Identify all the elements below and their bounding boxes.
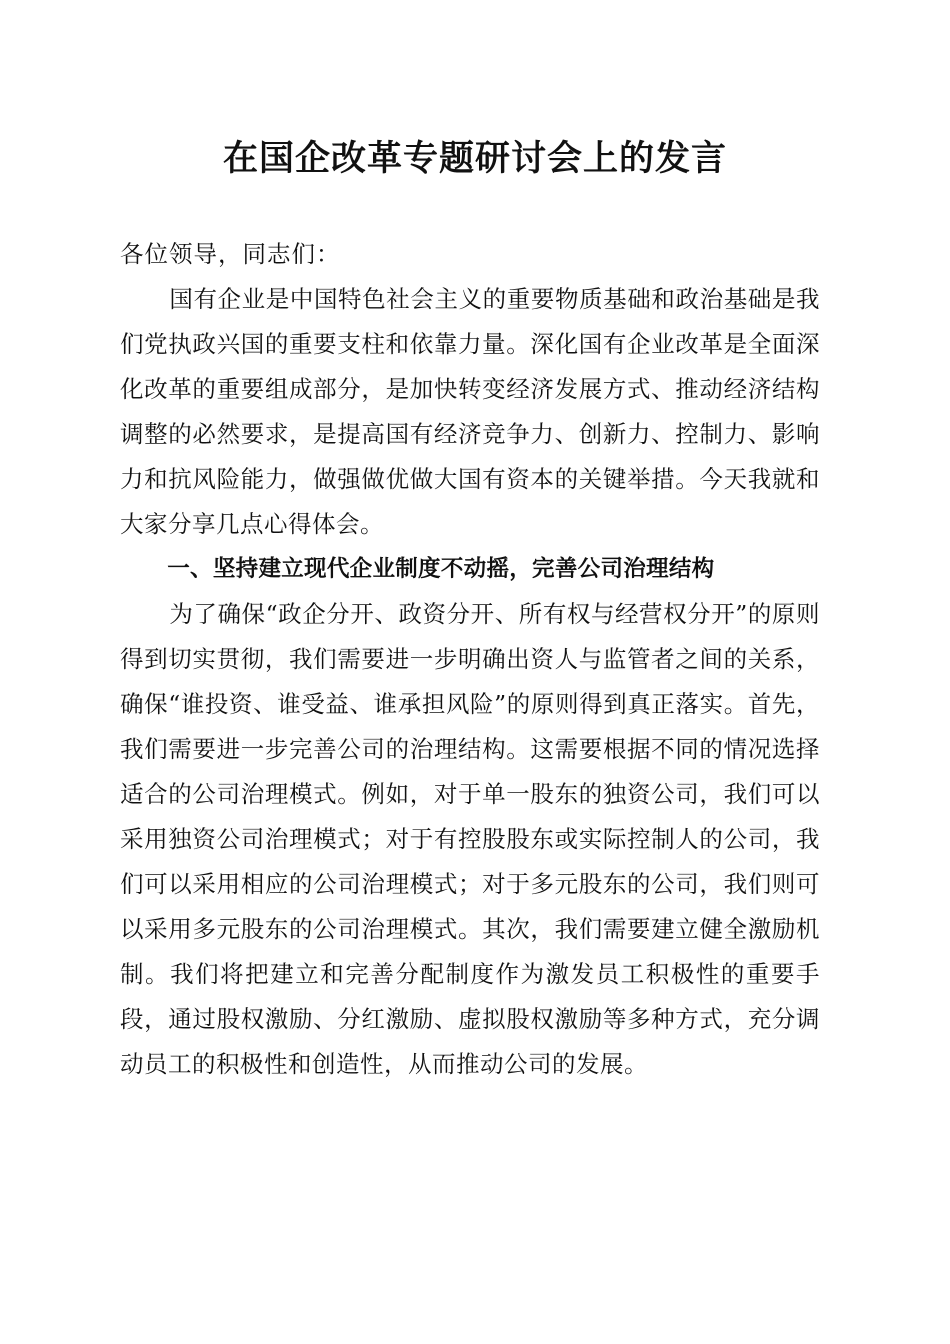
section-heading: 一、坚持建立现代企业制度不动摇，完善公司治理结构 bbox=[167, 556, 715, 582]
document-title: 在国企改革专题研讨会上的发言 bbox=[222, 138, 727, 179]
section-paragraph: 为了确保“政企分开、政资分开、所有权与经营权分开”的原则得到切实贯彻，我们需要进一步明确出资人与监管者之间的关系，确保“谁投资、谁受益、谁承担风险”的原则得到真正落实。首先，我们需要进一步完善公司的治理结构。这需要根据不同的情况选择适合的公司治理模式。例如，对于单一股东的独资公司，我们可以采用独资公司治理模式；对于有控股股东或实际控制人的公司，我们可以采用相应的公司治理模式；对于多元股东的公司，我们则可以采用多元股东的公司治理模式。其次，我们需要建立健全激励机制。我们将把建立和完善分配制度作为激发员工积极性的重要手段，通过股权激励、分红激励、虚拟股权激励等多种方式，充分调动员工的积极性和创造性，从而推动公司的发展。 bbox=[120, 600, 820, 1078]
intro-paragraph: 国有企业是中国特色社会主义的重要物质基础和政治基础是我们党执政兴国的重要支柱和依靠力量。深化国有企业改革是全面深化改革的重要组成部分，是加快转变经济发展方式、推动经济结构调整的必然要求，是提高国有经济竞争力、创新力、控制力、影响力和抗风险能力，做强做优做大国有资本的关键举措。今天我就和大家分享几点心得体会。 bbox=[120, 285, 820, 538]
document-body bbox=[120, 232, 820, 1087]
salutation: 各位领导，同志们： bbox=[120, 240, 341, 268]
